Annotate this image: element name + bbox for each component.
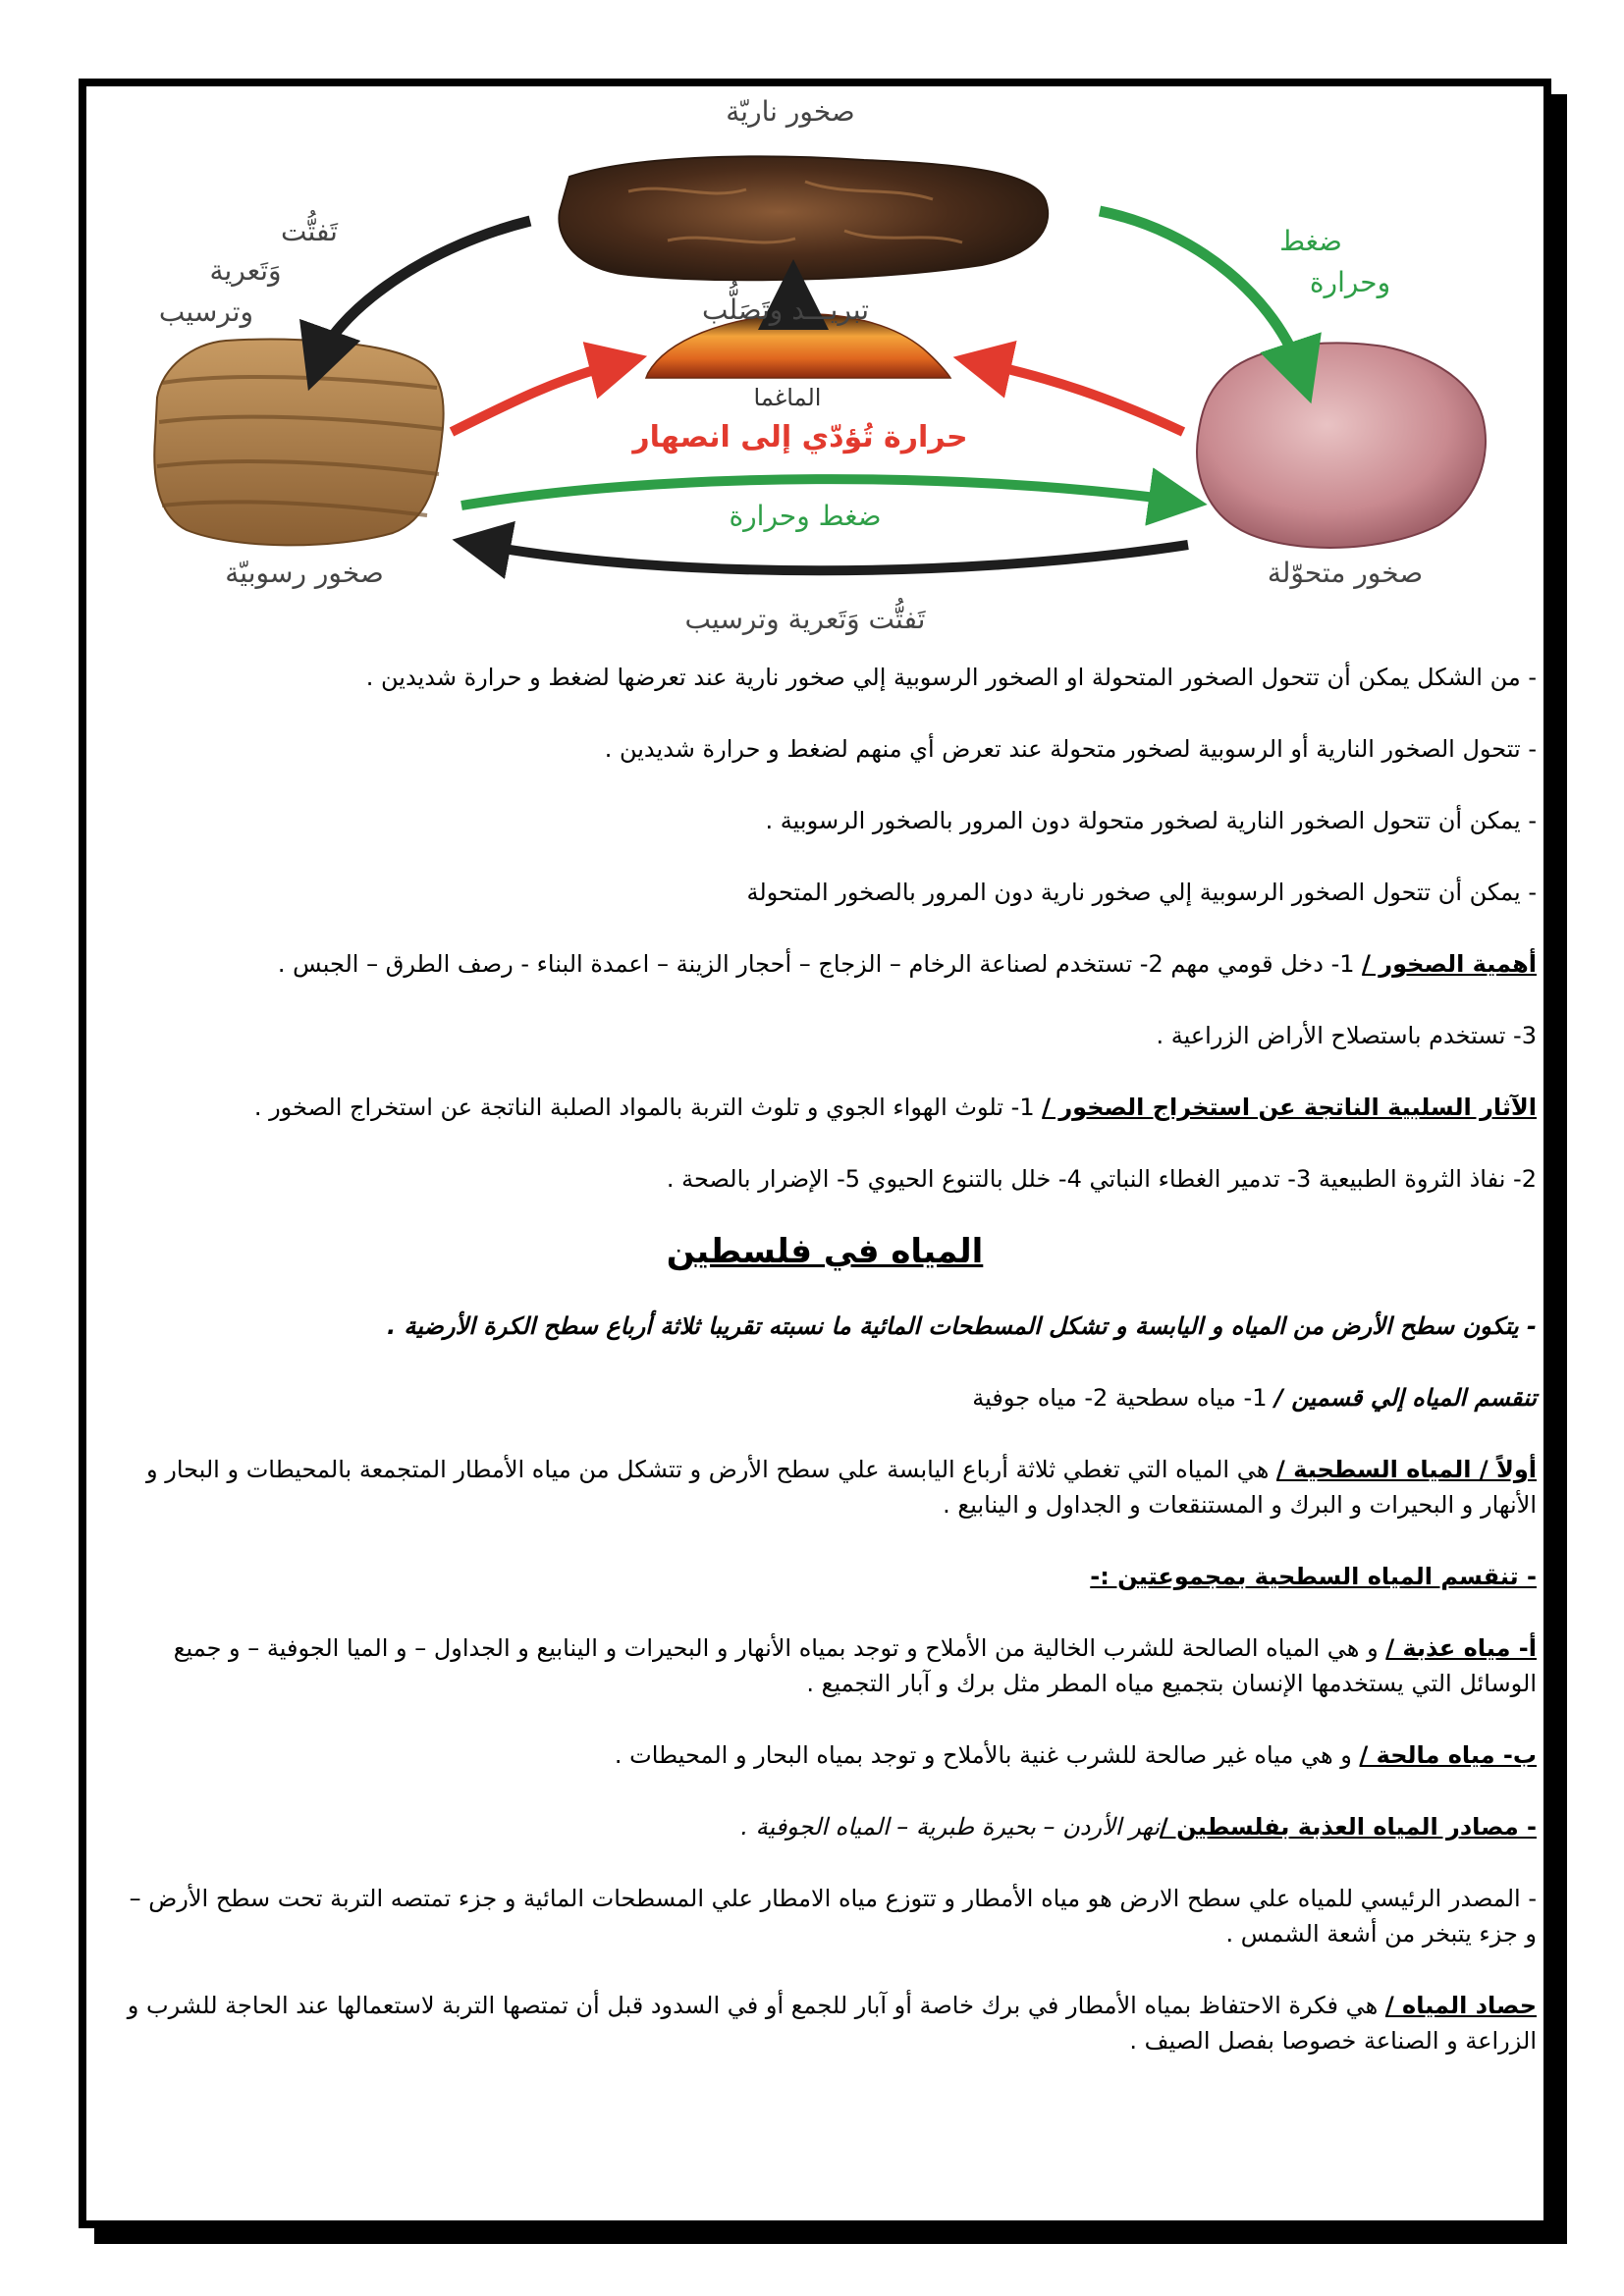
pressure-bottom-label: ضغط وحرارة: [729, 500, 882, 532]
pressure-label-2: وحرارة: [1309, 266, 1391, 298]
water-division-text: 1- مياه سطحية 2- مياه جوفية: [972, 1384, 1275, 1412]
igneous-rock-image: [559, 156, 1048, 280]
metamorphic-rock-label: صخور متحوّلة: [1267, 557, 1424, 589]
paragraph-9: - يتكون سطح الأرض من المياه و اليابسة و تشكل المسطحات المائية ما نسبته تقريبا ثلاثة أرباع سطح الكرة الأرضية .: [386, 1312, 1537, 1340]
paragraph-3: - يمكن أن تتحول الصخور النارية لصخور متحولة دون المرور بالصخور الرسوبية .: [765, 807, 1537, 834]
fresh-water-text: و هي المياه الصالحة للشرب الخالية من الأملاح و توجد بمياه الأنهار و البحيرات و الينابيع و الجداول – و الميا الجوفية – و جميع الوسائل التي يستخدمها الإنسان بتجميع مياه المطر مثل برك و آبار التجميع .: [173, 1634, 1537, 1697]
paragraph-11: [113, 1452, 1537, 1522]
paragraph-16: - المصدر الرئيسي للمياه علي سطح الارض هو مياه الأمطار و تتوزع مياه الامطار علي المسطحات المائية و جزء تمتصه التربة تحت سطح الأرض – و جزء يتبخر من أشعة الشمس .: [129, 1885, 1537, 1948]
arrow-sedimentary-to-magma: [452, 363, 619, 432]
paragraph-1: - من الشكل يمكن أن تتحول الصخور المتحولة او الصخور الرسوبية إلي صخور نارية عند تعرضها لضغط و حرارة شديدين .: [365, 664, 1537, 691]
fresh-water-sources-label: - مصادر المياه العذبة بفلسطين /: [1160, 1813, 1537, 1841]
arrow-igneous-to-sedimentary: [319, 221, 530, 360]
paragraph-6: 3- تستخدم باستصلاح الأراض الزراعية .: [1156, 1022, 1537, 1049]
rock-importance-label: أهمية الصخور /: [1362, 950, 1537, 978]
paragraph-17: [113, 1988, 1537, 2058]
igneous-rock-label: صخور ناريّة: [726, 95, 855, 128]
paragraph-5: [113, 946, 1537, 982]
arrow-metamorphic-to-magma: [982, 363, 1183, 432]
paragraph-14: [113, 1737, 1537, 1773]
water-division-label: تنقسم المياه إلي قسمين /: [1274, 1384, 1537, 1412]
document-body: [113, 660, 1537, 2058]
arrow-metamorphic-to-sedimentary: [481, 545, 1188, 570]
rock-cycle-diagram: [118, 83, 1512, 653]
sedimentary-rock-image: [154, 340, 443, 546]
arrow-igneous-to-metamorphic: [1100, 211, 1301, 373]
weathering-label-3: وترسيب: [158, 295, 254, 328]
paragraph-7: [113, 1090, 1537, 1125]
negative-effects-text: 1- تلوث الهواء الجوي و تلوث التربة بالمواد الصلبة الناتجة عن استخراج الصخور .: [253, 1094, 1043, 1121]
paragraph-2: - تتحول الصخور النارية أو الرسوبية لصخور متحولة عند تعرض أي منهم لضغط و حرارة شديدين .: [604, 735, 1537, 763]
paragraph-4: - يمكن أن تتحول الصخور الرسوبية إلي صخور نارية دون المرور بالصخور المتحولة: [746, 879, 1537, 906]
surface-water-label: أولاً / المياه السطحية /: [1276, 1456, 1537, 1483]
magma-label: الماغما: [753, 384, 822, 411]
water-harvesting-label: حصاد المياه /: [1384, 1992, 1537, 2019]
rock-importance-text: 1- دخل قومي مهم 2- تستخدم لصناعة الرخام – الزجاج – أحجار الزينة – اعمدة البناء - رصف الطرق – الجبس .: [277, 950, 1363, 978]
fresh-water-sources-text: نهر الأردن – بحيرة طبرية – المياه الجوفية .: [740, 1813, 1161, 1841]
cooling-label: تبريـــد وتَصَلُّب: [701, 294, 870, 326]
paragraph-8: 2- نفاذ الثروة الطبيعية 3- تدمير الغطاء النباتي 4- خلل بالتنوع الحيوي 5- الإضرار بالصحة .: [666, 1165, 1537, 1193]
salt-water-text: و هي مياه غير صالحة للشرب غنية بالأملاح و توجد بمياه البحار و المحيطات .: [614, 1741, 1360, 1769]
metamorphic-rock-image: [1197, 344, 1486, 548]
fresh-water-label: أ- مياه عذبة /: [1385, 1634, 1537, 1662]
section-title: المياه في فلسطين: [666, 1232, 984, 1271]
surface-water-text: هي المياه التي تغطي ثلاثة أرباع اليابسة علي سطح الأرض و تتشكل من مياه الأمطار المتجمعة بالمحيطات و البحار و الأنهار و البحيرات و البرك و المستنقعات و الجداول و الينابيع .: [146, 1456, 1537, 1519]
pressure-label-1: ضغط: [1279, 225, 1342, 257]
paragraph-10: [113, 1380, 1537, 1415]
sedimentary-rock-label: صخور رسوبيّة: [225, 557, 384, 589]
weathering-label-1: تَفتُّت: [281, 215, 338, 247]
paragraph-12: - تنقسم المياه السطحية بمجموعتين :-: [1090, 1563, 1537, 1590]
weathering-bottom-label: تَفتُّت وَتَعرية وترسيب: [684, 603, 926, 635]
melting-label: حرارة تُؤدّي إلى انصهار: [632, 420, 968, 454]
negative-effects-label: الآثار السلبية الناتجة عن استخراج الصخور /: [1042, 1094, 1537, 1121]
water-harvesting-text: هي فكرة الاحتفاظ بمياه الأمطار في برك خاصة أو آبار للجمع أو في السدود قبل أن تمتصها التربة لاستعمالها عند الحاجة للشرب و الزراعة و الصناعة خصوصا بفصل الصيف .: [127, 1992, 1537, 2055]
paragraph-15: [113, 1809, 1537, 1844]
paragraph-13: [113, 1630, 1537, 1701]
weathering-label-2: وَتَعرية: [209, 254, 282, 287]
rock-cycle-svg: [118, 83, 1512, 653]
salt-water-label: ب- مياه مالحة /: [1359, 1741, 1537, 1769]
